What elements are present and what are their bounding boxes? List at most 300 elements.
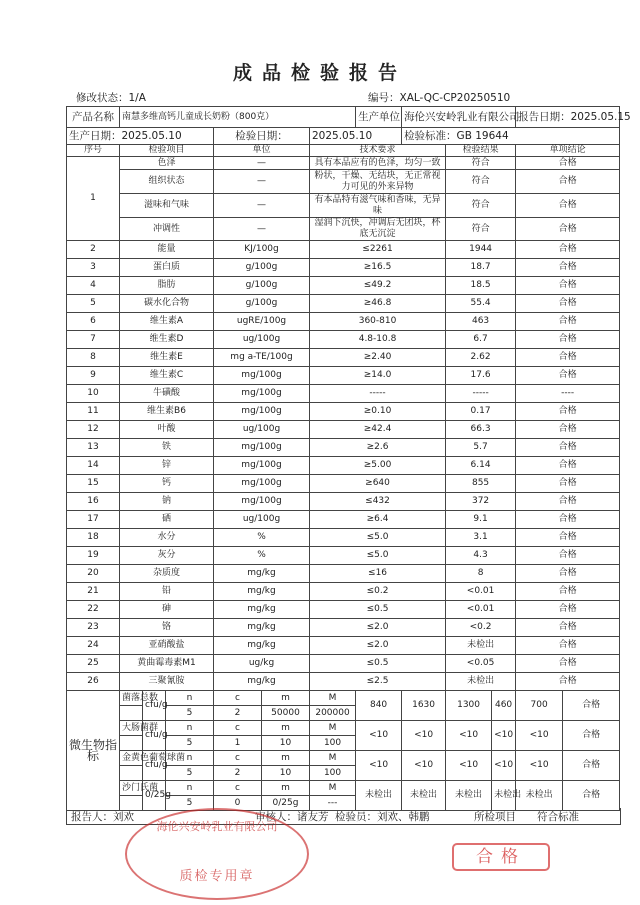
micro-m-value: 0/25g (262, 796, 310, 811)
micro-c-head: c (214, 781, 262, 796)
micro-spacer (120, 766, 143, 781)
row-number: 24 (67, 637, 120, 655)
micro-c-head: c (214, 721, 262, 736)
micro-result: 未检出 (492, 781, 516, 811)
requirement: ≥640 (310, 475, 446, 493)
row-number: 2 (67, 241, 120, 259)
micro-M-value: 200000 (310, 706, 356, 721)
row-number: 10 (67, 385, 120, 403)
micro-conclusion: 合格 (563, 751, 620, 781)
item-name: 硒 (120, 511, 214, 529)
conclusion: 合格 (516, 421, 620, 439)
report-number: 编号：XAL-QC-CP20250510 (368, 92, 511, 104)
item-name: 黄曲霉毒素M1 (120, 655, 214, 673)
company-seal (125, 808, 309, 900)
result: <0.01 (446, 601, 516, 619)
micro-item-name: 金黄色葡萄球菌 (120, 751, 143, 766)
micro-result: <10 (356, 751, 402, 781)
conclusion: 合格 (516, 637, 620, 655)
report-date: 报告日期：2025.05.15 (516, 107, 620, 128)
requirement: ≤16 (310, 565, 446, 583)
table-row (67, 331, 620, 349)
micro-M-value: 100 (310, 736, 356, 751)
table-row (67, 529, 620, 547)
item-name: 三聚氰胺 (120, 673, 214, 691)
result: 463 (446, 313, 516, 331)
micro-result: 未检出 (446, 781, 492, 811)
item-name: 能量 (120, 241, 214, 259)
table-row (67, 385, 620, 403)
item-name: 叶酸 (120, 421, 214, 439)
micro-m-head: m (262, 691, 310, 706)
item-name: 钠 (120, 493, 214, 511)
conclusion: 合格 (516, 349, 620, 367)
micro-result: <10 (402, 751, 446, 781)
result: 符合 (446, 170, 516, 194)
requirement: ≥6.4 (310, 511, 446, 529)
requirement: 有本品特有滋气味和香味，无异味 (310, 194, 446, 218)
requirement: 粉状，干燥、无结块，无正常视力可见的外来异物 (310, 170, 446, 194)
unit: g/100g (214, 259, 310, 277)
conclusion: 合格 (516, 457, 620, 475)
conclusion: 合格 (516, 295, 620, 313)
result: 17.6 (446, 367, 516, 385)
micro-spacer (120, 706, 143, 721)
unit: — (214, 194, 310, 218)
row-number: 19 (67, 547, 120, 565)
micro-result: 未检出 (402, 781, 446, 811)
requirement: 4.8-10.8 (310, 331, 446, 349)
micro-row (67, 721, 620, 736)
table-row (67, 547, 620, 565)
micro-c-value: 0 (214, 796, 262, 811)
header-conclusion: 单项结论 (516, 145, 620, 157)
micro-m-value: 10 (262, 766, 310, 781)
table-row (67, 673, 620, 691)
unit: mg/kg (214, 601, 310, 619)
row-number: 26 (67, 673, 120, 691)
conclusion: 合格 (516, 511, 620, 529)
seal-purpose-text: 质检专用章 (179, 869, 255, 884)
micro-result: <10 (492, 751, 516, 781)
micro-m-head: m (262, 781, 310, 796)
row-number: 20 (67, 565, 120, 583)
micro-result: <10 (402, 721, 446, 751)
micro-n-value: 5 (166, 796, 214, 811)
report-table (66, 106, 631, 811)
requirement: ≤0.5 (310, 601, 446, 619)
conclusion: 合格 (516, 194, 620, 218)
result: 5.7 (446, 439, 516, 457)
micro-n-head: n (166, 751, 214, 766)
unit: g/100g (214, 277, 310, 295)
result: 0.17 (446, 403, 516, 421)
item-name: 碳水化合物 (120, 295, 214, 313)
sensory-row (67, 170, 620, 194)
unit: mg/kg (214, 619, 310, 637)
item-name: 维生素C (120, 367, 214, 385)
requirement: ≥2.40 (310, 349, 446, 367)
micro-result: <10 (492, 721, 516, 751)
requirement: ≤49.2 (310, 277, 446, 295)
table-row (67, 457, 620, 475)
micro-result: <10 (516, 721, 563, 751)
table-row (67, 637, 620, 655)
production-date: 生产日期：2025.05.10 (67, 128, 214, 145)
micro-M-value: 100 (310, 766, 356, 781)
table-row (67, 655, 620, 673)
report-title: 成品检验报告 (232, 62, 407, 84)
micro-spacer (120, 736, 143, 751)
result: 符合 (446, 218, 516, 241)
info-row-2 (67, 128, 620, 145)
conclusion: 合格 (516, 655, 620, 673)
conclusion: 合格 (516, 241, 620, 259)
pass-stamp: 合格 (452, 843, 550, 871)
unit: ug/100g (214, 331, 310, 349)
requirement: ≥2.6 (310, 439, 446, 457)
row-number: 18 (67, 529, 120, 547)
test-standard: 检验标准：GB 19644 (402, 128, 620, 145)
micro-m-value: 10 (262, 736, 310, 751)
header-no: 序号 (67, 145, 120, 157)
unit: mg a-TE/100g (214, 349, 310, 367)
header-item: 检验项目 (120, 145, 214, 157)
row-number: 17 (67, 511, 120, 529)
unit: mg/100g (214, 457, 310, 475)
table-row (67, 475, 620, 493)
conclusion: 合格 (516, 547, 620, 565)
meets-standard: 符合标准 (537, 811, 579, 823)
item-name: 铅 (120, 583, 214, 601)
row-number: 15 (67, 475, 120, 493)
micro-result: 1300 (446, 691, 492, 721)
item-name: 脂肪 (120, 277, 214, 295)
table-row (67, 493, 620, 511)
result: 18.7 (446, 259, 516, 277)
micro-conclusion: 合格 (563, 691, 620, 721)
micro-result: 460 (492, 691, 516, 721)
item-name: 锌 (120, 457, 214, 475)
row-number: 13 (67, 439, 120, 457)
table-row (67, 367, 620, 385)
micro-unit: cfu/g (143, 691, 166, 721)
unit: mg/100g (214, 439, 310, 457)
requirement: ≤0.2 (310, 583, 446, 601)
micro-M-head: M (310, 751, 356, 766)
unit: mg/kg (214, 565, 310, 583)
result: 6.7 (446, 331, 516, 349)
revision-status: 修改状态：1/A (76, 92, 146, 104)
micro-result: 未检出 (516, 781, 563, 811)
micro-c-value: 1 (214, 736, 262, 751)
conclusion: 合格 (516, 259, 620, 277)
result: 3.1 (446, 529, 516, 547)
requirement: 360-810 (310, 313, 446, 331)
unit: — (214, 170, 310, 194)
producer: 海伦兴安岭乳业有限公司 (402, 107, 516, 128)
conclusion: 合格 (516, 601, 620, 619)
info-row-1 (67, 107, 620, 128)
result: <0.01 (446, 583, 516, 601)
result: 未检出 (446, 637, 516, 655)
producer-label: 生产单位 (356, 107, 402, 128)
item-name: 维生素D (120, 331, 214, 349)
table-row (67, 295, 620, 313)
micro-m-head: m (262, 751, 310, 766)
conclusion: 合格 (516, 475, 620, 493)
row-number: 12 (67, 421, 120, 439)
row-number: 11 (67, 403, 120, 421)
requirement: ≥42.4 (310, 421, 446, 439)
table-row (67, 511, 620, 529)
micro-item-name: 大肠菌群 (120, 721, 143, 736)
requirement: ≤2.0 (310, 619, 446, 637)
table-row (67, 619, 620, 637)
requirement: ≥5.00 (310, 457, 446, 475)
unit: mg/kg (214, 583, 310, 601)
micro-result: 840 (356, 691, 402, 721)
requirement: ≥14.0 (310, 367, 446, 385)
unit: mg/kg (214, 637, 310, 655)
requirement: ≥16.5 (310, 259, 446, 277)
test-date-label: 检验日期： (214, 128, 310, 145)
result: 18.5 (446, 277, 516, 295)
micro-M-head: M (310, 721, 356, 736)
conclusion: 合格 (516, 529, 620, 547)
micro-result: <10 (516, 751, 563, 781)
micro-M-value: --- (310, 796, 356, 811)
unit: ugRE/100g (214, 313, 310, 331)
unit: % (214, 547, 310, 565)
micro-conclusion: 合格 (563, 721, 620, 751)
item-name: 牛磺酸 (120, 385, 214, 403)
conclusion: 合格 (516, 619, 620, 637)
reviewer: 审核人：诸友芳 (255, 811, 329, 823)
micro-unit: cfu/g (143, 751, 166, 781)
row-number: 21 (67, 583, 120, 601)
result: ----- (446, 385, 516, 403)
micro-row (67, 781, 620, 796)
item-name: 杂质度 (120, 565, 214, 583)
row-number: 23 (67, 619, 120, 637)
unit: mg/100g (214, 475, 310, 493)
result: 1944 (446, 241, 516, 259)
micro-n-value: 5 (166, 766, 214, 781)
conclusion: 合格 (516, 218, 620, 241)
row-number: 25 (67, 655, 120, 673)
header-row (67, 145, 620, 157)
conclusion: 合格 (516, 313, 620, 331)
result: 55.4 (446, 295, 516, 313)
unit: mg/100g (214, 385, 310, 403)
conclusion: 合格 (516, 331, 620, 349)
item-name: 水分 (120, 529, 214, 547)
item-name: 铬 (120, 619, 214, 637)
row-number: 9 (67, 367, 120, 385)
requirement: ≤432 (310, 493, 446, 511)
conclusion: 合格 (516, 673, 620, 691)
table-row (67, 313, 620, 331)
result: 符合 (446, 157, 516, 170)
requirement: ≤2.0 (310, 637, 446, 655)
micro-result: <10 (446, 721, 492, 751)
item-name: 滋味和气味 (120, 194, 214, 218)
row-number: 7 (67, 331, 120, 349)
micro-unit: cfu/g (143, 721, 166, 751)
item-name: 蛋白质 (120, 259, 214, 277)
sensory-row (67, 194, 620, 218)
unit: mg/100g (214, 403, 310, 421)
seal-company-text: 海伦兴安岭乳业有限公司 (156, 820, 278, 833)
unit: % (214, 529, 310, 547)
conclusion: 合格 (516, 277, 620, 295)
table-row (67, 241, 620, 259)
row-number: 14 (67, 457, 120, 475)
micro-c-value: 2 (214, 766, 262, 781)
micro-result: <10 (356, 721, 402, 751)
conclusion: 合格 (516, 170, 620, 194)
table-row (67, 565, 620, 583)
conclusion: ---- (516, 385, 620, 403)
micro-M-head: M (310, 691, 356, 706)
conclusion: 合格 (516, 157, 620, 170)
table-row (67, 403, 620, 421)
requirement: 具有本品应有的色泽，均匀一致 (310, 157, 446, 170)
product-name-label: 产品名称 (67, 107, 120, 128)
micro-n-head: n (166, 721, 214, 736)
row-number: 16 (67, 493, 120, 511)
result: 2.62 (446, 349, 516, 367)
item-name: 钙 (120, 475, 214, 493)
item-name: 灰分 (120, 547, 214, 565)
conclusion: 合格 (516, 403, 620, 421)
result: 372 (446, 493, 516, 511)
micro-c-head: c (214, 751, 262, 766)
unit: mg/100g (214, 367, 310, 385)
row-number: 3 (67, 259, 120, 277)
result: 66.3 (446, 421, 516, 439)
table-row (67, 277, 620, 295)
micro-item-name: 菌落总数 (120, 691, 143, 706)
result: 9.1 (446, 511, 516, 529)
micro-n-value: 5 (166, 706, 214, 721)
row-number: 5 (67, 295, 120, 313)
unit: g/100g (214, 295, 310, 313)
requirement: ----- (310, 385, 446, 403)
micro-n-head: n (166, 781, 214, 796)
result: <0.05 (446, 655, 516, 673)
row-number: 22 (67, 601, 120, 619)
result: 855 (446, 475, 516, 493)
result: <0.2 (446, 619, 516, 637)
micro-label: 微生物指标 (67, 691, 120, 811)
micro-c-head: c (214, 691, 262, 706)
conclusion: 合格 (516, 493, 620, 511)
table-row (67, 259, 620, 277)
row-number: 8 (67, 349, 120, 367)
sensory-row (67, 218, 620, 241)
row-number: 4 (67, 277, 120, 295)
result: 未检出 (446, 673, 516, 691)
conclusion: 合格 (516, 439, 620, 457)
micro-n-value: 5 (166, 736, 214, 751)
requirement: ≤2.5 (310, 673, 446, 691)
item-name: 亚硝酸盐 (120, 637, 214, 655)
item-name: 组织状态 (120, 170, 214, 194)
micro-result: 未检出 (356, 781, 402, 811)
all-items-label: 所检项目 (474, 811, 516, 823)
header-requirement: 技术要求 (310, 145, 446, 157)
sensory-row (67, 157, 620, 170)
result: 8 (446, 565, 516, 583)
item-name: 色泽 (120, 157, 214, 170)
table-row (67, 421, 620, 439)
requirement: ≤5.0 (310, 547, 446, 565)
item-name: 砷 (120, 601, 214, 619)
micro-row (67, 691, 620, 706)
table-row (67, 439, 620, 457)
product-name: 南慧多维高钙儿童成长奶粉（800克） (120, 107, 356, 128)
micro-m-value: 50000 (262, 706, 310, 721)
header-result: 检验结果 (446, 145, 516, 157)
unit: ug/100g (214, 511, 310, 529)
micro-m-head: m (262, 721, 310, 736)
requirement: ≥46.8 (310, 295, 446, 313)
unit: mg/100g (214, 493, 310, 511)
result: 符合 (446, 194, 516, 218)
result: 6.14 (446, 457, 516, 475)
test-date: 2025.05.10 (310, 128, 402, 145)
micro-item-name: 沙门氏菌 (120, 781, 143, 796)
micro-result: 1630 (402, 691, 446, 721)
micro-M-head: M (310, 781, 356, 796)
requirement: ≥0.10 (310, 403, 446, 421)
unit: — (214, 157, 310, 170)
table-row (67, 601, 620, 619)
result: 4.3 (446, 547, 516, 565)
unit: mg/kg (214, 673, 310, 691)
conclusion: 合格 (516, 583, 620, 601)
item-name: 铁 (120, 439, 214, 457)
header-unit: 单位 (214, 145, 310, 157)
micro-result: <10 (446, 751, 492, 781)
unit: KJ/100g (214, 241, 310, 259)
micro-n-head: n (166, 691, 214, 706)
unit: — (214, 218, 310, 241)
micro-result: 700 (516, 691, 563, 721)
micro-conclusion: 合格 (563, 781, 620, 811)
item-name: 维生素B6 (120, 403, 214, 421)
requirement: ≤2261 (310, 241, 446, 259)
item-name: 维生素A (120, 313, 214, 331)
reporter: 报告人：刘欢 (71, 811, 134, 823)
conclusion: 合格 (516, 367, 620, 385)
micro-row (67, 751, 620, 766)
micro-unit: 0/25g (143, 781, 166, 811)
micro-c-value: 2 (214, 706, 262, 721)
unit: ug/100g (214, 421, 310, 439)
item-name: 冲调性 (120, 218, 214, 241)
requirement: ≤0.5 (310, 655, 446, 673)
inspectors: 检验员：刘欢、韩鹏 (335, 811, 430, 823)
conclusion: 合格 (516, 565, 620, 583)
unit: ug/kg (214, 655, 310, 673)
item-name: 维生素E (120, 349, 214, 367)
row-number: 1 (67, 157, 120, 241)
table-row (67, 349, 620, 367)
row-number: 6 (67, 313, 120, 331)
